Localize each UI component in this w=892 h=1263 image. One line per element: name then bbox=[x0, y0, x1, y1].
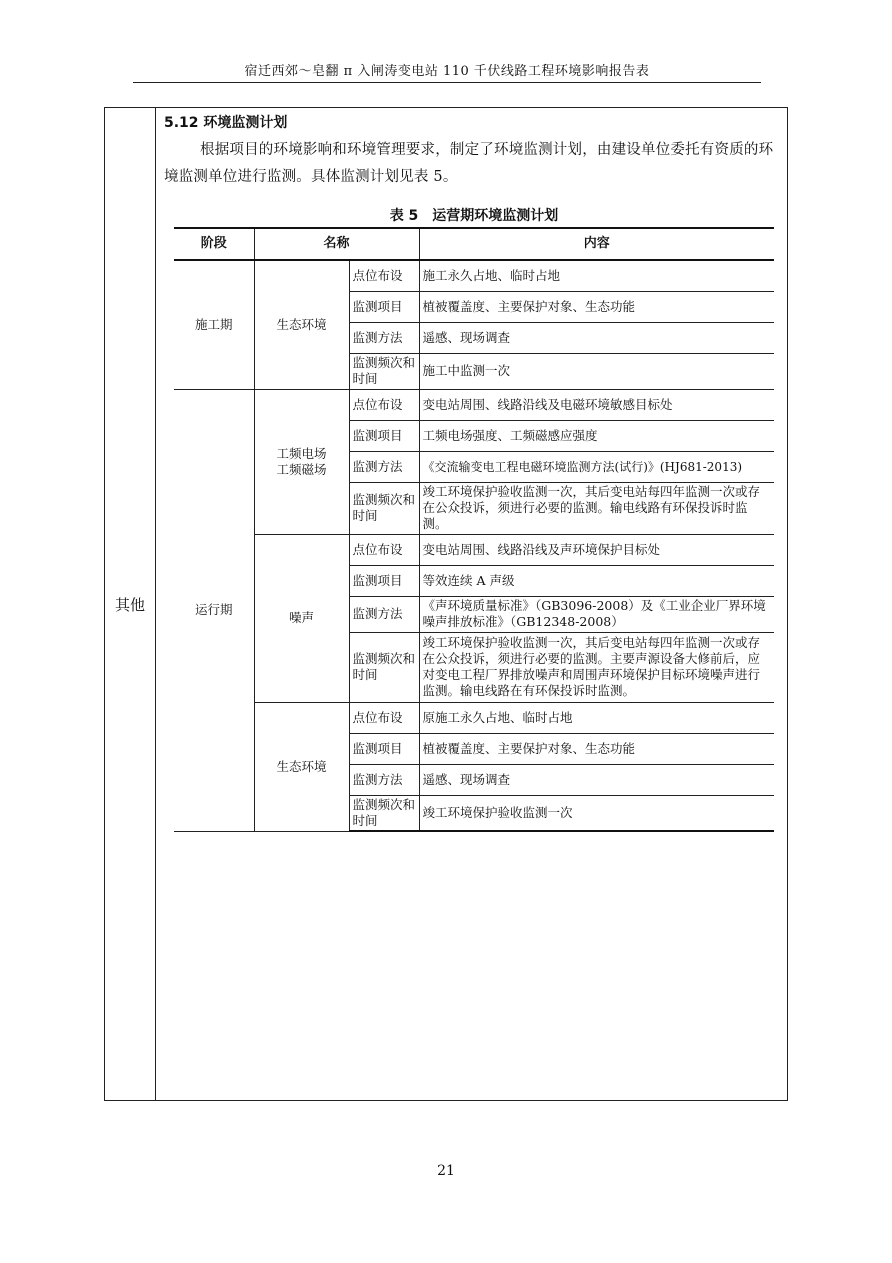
content-cell: 竣工环境保护验收监测一次，其后变电站每四年监测一次或存在公众投诉，须进行必要的监测。主要声源设备大修前后，应对变电工程厂界排放噪声和周围声环境保护目标环境噪声进行监测。输电线路在有环保投诉时监测。 bbox=[419, 632, 774, 702]
content-cell: 植被覆盖度、主要保护对象、生态功能 bbox=[419, 291, 774, 322]
monitoring-plan-table bbox=[174, 227, 774, 832]
item-cell: 监测项目 bbox=[349, 420, 419, 451]
table-row bbox=[174, 702, 774, 733]
content-cell: 变电站周围、线路沿线及电磁环境敏感目标处 bbox=[419, 389, 774, 420]
item-cell: 监测方法 bbox=[349, 451, 419, 482]
header-stage: 阶段 bbox=[174, 228, 254, 260]
running-header: 宿迁西郊～皂翻 π 入闸涛变电站 110 千伏线路工程环境影响报告表 bbox=[244, 64, 650, 79]
section-heading: 5.12 环境监测计划 bbox=[164, 115, 288, 131]
content-cell: 施工永久占地、临时占地 bbox=[419, 260, 774, 291]
item-cell: 监测频次和时间 bbox=[349, 482, 419, 534]
content-cell: 《声环境质量标准》（GB3096-2008）及《工业企业厂界环境噪声排放标准》（GB12348-2008） bbox=[419, 596, 774, 632]
header-rule bbox=[133, 82, 761, 83]
table-row bbox=[174, 534, 774, 565]
header-content: 内容 bbox=[419, 228, 774, 260]
item-cell: 点位布设 bbox=[349, 260, 419, 291]
item-cell: 监测方法 bbox=[349, 764, 419, 795]
content-cell: 遥感、现场调查 bbox=[419, 764, 774, 795]
item-cell: 监测方法 bbox=[349, 596, 419, 632]
content-cell: 等效连续 A 声级 bbox=[419, 565, 774, 596]
item-cell: 点位布设 bbox=[349, 534, 419, 565]
header-name: 名称 bbox=[254, 228, 419, 260]
item-cell: 点位布设 bbox=[349, 702, 419, 733]
content-cell: 工频电场强度、工频磁感应强度 bbox=[419, 420, 774, 451]
item-cell: 监测项目 bbox=[349, 565, 419, 596]
category-cell: 噪声 bbox=[254, 534, 349, 702]
content-cell: 竣工环境保护验收监测一次 bbox=[419, 795, 774, 831]
category-cell: 生态环境 bbox=[254, 260, 349, 389]
category-cell: 工频电场 工频磁场 bbox=[254, 389, 349, 534]
category-cell: 生态环境 bbox=[254, 702, 349, 831]
item-cell: 监测频次和时间 bbox=[349, 632, 419, 702]
page-number: 21 bbox=[437, 1163, 455, 1179]
table-caption: 表 5 运营期环境监测计划 bbox=[389, 208, 559, 224]
content-cell: 变电站周围、线路沿线及声环境保护目标处 bbox=[419, 534, 774, 565]
stage-cell: 运行期 bbox=[174, 389, 254, 831]
content-cell: 《交流输变电工程电磁环境监测方法(试行)》(HJ681-2013) bbox=[419, 451, 774, 482]
item-cell: 监测项目 bbox=[349, 733, 419, 764]
item-cell: 监测频次和时间 bbox=[349, 795, 419, 831]
content-cell: 植被覆盖度、主要保护对象、生态功能 bbox=[419, 733, 774, 764]
content-cell: 竣工环境保护验收监测一次，其后变电站每四年监测一次或存在公众投诉，须进行必要的监测。输电线路有环保投诉时监测。 bbox=[419, 482, 774, 534]
item-cell: 点位布设 bbox=[349, 389, 419, 420]
section-paragraph: 根据项目的环境影响和环境管理要求，制定了环境监测计划，由建设单位委托有资质的环境监测单位进行监测。具体监测计划见表 5。 bbox=[164, 142, 774, 185]
content-cell: 遥感、现场调查 bbox=[419, 322, 774, 353]
item-cell: 监测方法 bbox=[349, 322, 419, 353]
table-row bbox=[174, 260, 774, 291]
outer-frame bbox=[104, 107, 788, 1101]
item-cell: 监测项目 bbox=[349, 291, 419, 322]
content-cell: 施工中监测一次 bbox=[419, 353, 774, 389]
table-row bbox=[174, 389, 774, 420]
item-cell: 监测频次和时间 bbox=[349, 353, 419, 389]
content-cell: 原施工永久占地、临时占地 bbox=[419, 702, 774, 733]
side-label: 其他 bbox=[105, 108, 156, 1100]
stage-cell: 施工期 bbox=[174, 260, 254, 389]
table-header-row bbox=[174, 228, 774, 260]
